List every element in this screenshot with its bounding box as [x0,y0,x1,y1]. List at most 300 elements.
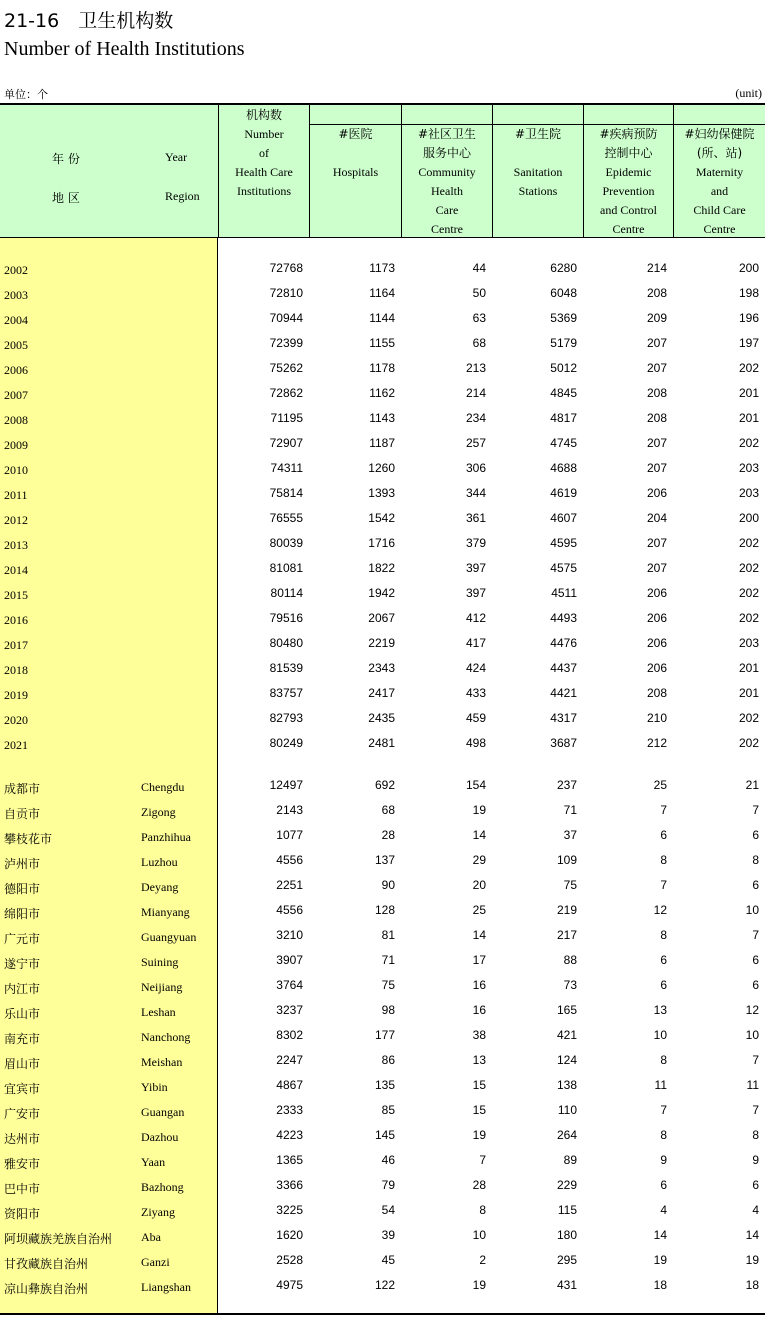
header-col-5-cn: #疾病预防 [599,127,658,141]
region-row [0,850,765,875]
table-cell: 2247 [276,1053,303,1067]
region-label: 泸州市 [4,857,41,871]
table-cell: 4607 [550,511,577,525]
table-cell: 14 [745,1228,759,1242]
header-col-3-cn: 服务中心 [422,146,471,160]
header-col-1-en: Number [244,127,284,141]
table-cell: 8 [660,928,667,942]
year-label: 2019 [4,688,28,702]
region-row [0,825,765,850]
table-cell: 154 [465,778,486,792]
table-cell: 110 [557,1103,577,1117]
table-cell: 1178 [369,361,395,375]
table-cell: 13 [472,1053,486,1067]
table-cell: 81539 [269,661,303,675]
table-cell: 200 [738,511,759,525]
region-label-en: Chengdu [141,780,185,794]
header-col-6-en: and [710,184,729,198]
table-cell: 207 [646,436,667,450]
table-cell: 2 [479,1253,486,1267]
table-cell: 201 [738,686,759,700]
table-cell: 202 [738,561,759,575]
table-cell: 4317 [550,711,577,725]
table-cell: 11 [746,1078,759,1092]
table-cell: 203 [738,636,759,650]
header-col-4-en: Sanitation [513,165,563,179]
region-label-en: Panzhihua [141,830,191,844]
region-label: 广安市 [4,1107,41,1121]
table-cell: 68 [472,336,486,350]
table-cell: 6 [660,1178,667,1192]
table-cell: 19 [745,1253,759,1267]
table-cell: 14 [653,1228,667,1242]
table-cell: 6280 [550,261,577,275]
year-label: 2015 [4,588,28,602]
year-row [0,733,765,758]
table-cell: 76555 [269,511,303,525]
year-row [0,583,765,608]
table-cell: 2417 [368,686,395,700]
table-cell: 19 [472,1278,486,1292]
region-label: 雅安市 [4,1157,41,1171]
year-row [0,658,765,683]
table-cell: 15 [472,1078,486,1092]
table-cell: 1942 [368,586,395,600]
region-label-en: Ganzi [141,1255,170,1269]
year-row [0,408,765,433]
header-col-2-cn: #医院 [338,127,373,141]
region-label-en: Liangshan [141,1280,191,1294]
region-row [0,1100,765,1125]
table-cell: 208 [646,386,667,400]
table-cell: 90 [381,878,395,892]
table-cell: 10 [653,1028,667,1042]
year-label: 2018 [4,663,28,677]
table-cell: 2219 [368,636,395,650]
table-cell: 88 [563,953,577,967]
region-label-en: Dazhou [141,1130,179,1144]
region-row [0,1025,765,1050]
table-cell: 165 [556,1003,577,1017]
table-cell: 85 [381,1103,395,1117]
table-cell: 459 [465,711,486,725]
table-cell: 7 [752,803,759,817]
header-sub-rule [309,124,765,125]
region-label-en: Ziyang [141,1205,175,1219]
header-region-cn: 地 区 [52,191,80,205]
header-col-1-cn: 机构数 [245,108,282,122]
table-cell: 15 [472,1103,486,1117]
header-col-3-en: Health [431,184,463,198]
header-col-4-cn: #卫生院 [514,127,562,141]
page-title-en: Number of Health Institutions [4,38,245,60]
table-cell: 11 [654,1078,667,1092]
region-label-en: Meishan [141,1055,183,1069]
table-cell: 4556 [276,903,303,917]
table-cell: 71195 [270,411,303,425]
region-label-en: Luzhou [141,855,178,869]
table-cell: 12 [745,1003,759,1017]
table-cell: 206 [646,636,667,650]
table-cell: 3366 [276,1178,303,1192]
table-cell: 1173 [369,261,395,275]
table-cell: 19 [653,1253,667,1267]
region-label: 成都市 [4,782,41,796]
table-cell: 203 [738,486,759,500]
table-cell: 433 [465,686,486,700]
table-cell: 213 [465,361,486,375]
year-label: 2011 [4,488,28,502]
table-cell: 75262 [269,361,303,375]
table-cell: 7 [752,1103,759,1117]
table-cell: 1144 [369,311,395,325]
table-cell: 6 [752,878,759,892]
table-cell: 75 [563,878,577,892]
table-cell: 6 [752,953,759,967]
table-cell: 71 [381,953,395,967]
table-cell: 4595 [550,536,577,550]
table-cell: 206 [646,611,667,625]
header-col-5-en: and Control [600,203,657,217]
header-col-1 [218,105,309,237]
year-label: 2014 [4,563,28,577]
table-cell: 198 [738,286,759,300]
table-cell: 196 [738,311,759,325]
region-row [0,900,765,925]
header-col-6-cn: #妇幼保健院 [684,127,755,141]
table-cell: 206 [646,661,667,675]
table-cell: 8 [660,1128,667,1142]
table-cell: 4 [752,1203,759,1217]
region-row [0,775,765,800]
header-col-1-en: Institutions [236,184,291,198]
table-cell: 37 [563,828,577,842]
table-cell: 8 [752,853,759,867]
year-label: 2006 [4,363,28,377]
year-row [0,283,765,308]
header-year-cn: 年 份 [52,152,80,166]
table-cell: 7 [660,803,667,817]
page-title-cn: 21-16 卫生机构数 [4,10,174,32]
unit-label-en: (unit) [735,86,762,100]
region-row [0,1075,765,1100]
year-row [0,258,765,283]
table-cell: 79516 [269,611,303,625]
year-row [0,533,765,558]
table-cell: 122 [374,1278,395,1292]
table-cell: 81 [381,928,395,942]
region-row [0,1050,765,1075]
table-cell: 344 [465,486,486,500]
table-cell: 2333 [276,1103,303,1117]
table-cell: 72810 [269,286,303,300]
region-label: 绵阳市 [4,907,41,921]
table-cell: 4511 [551,586,577,600]
table-cell: 206 [646,586,667,600]
table-cell: 72862 [269,386,303,400]
table-cell: 4437 [550,661,577,675]
table-cell: 46 [381,1153,395,1167]
table-cell: 79 [381,1178,395,1192]
table-cell: 44 [472,261,486,275]
year-row [0,358,765,383]
year-label: 2002 [4,263,28,277]
table-cell: 237 [556,778,577,792]
table-cell: 98 [381,1003,395,1017]
year-row [0,483,765,508]
table-cell: 201 [738,411,759,425]
header-col-5-en: Prevention [602,184,655,198]
region-label-en: Nanchong [141,1030,191,1044]
region-label: 自贡市 [4,807,41,821]
region-label: 阿坝藏族羌族自治州 [4,1232,113,1246]
table-cell: 692 [374,778,395,792]
table-cell: 5369 [550,311,577,325]
table-cell: 72768 [269,261,303,275]
table-cell: 80114 [270,586,303,600]
table-cell: 18 [653,1278,667,1292]
region-label-en: Yibin [141,1080,168,1094]
table-cell: 80249 [269,736,303,750]
table-cell: 28 [472,1178,486,1192]
table-cell: 207 [646,536,667,550]
table-cell: 207 [646,361,667,375]
region-label-en: Bazhong [141,1180,184,1194]
table-cell: 81081 [269,561,303,575]
region-row [0,1275,765,1300]
table-cell: 424 [465,661,486,675]
region-row [0,1125,765,1150]
region-row [0,975,765,1000]
table-cell: 115 [557,1203,577,1217]
table-cell: 14 [472,828,486,842]
table-cell: 8 [752,1128,759,1142]
table-cell: 3764 [276,978,303,992]
region-label-en: Deyang [141,880,179,894]
table-cell: 7 [479,1153,486,1167]
table-cell: 135 [374,1078,395,1092]
table-cell: 1164 [369,286,395,300]
table-cell: 203 [738,461,759,475]
year-label: 2012 [4,513,28,527]
table-cell: 431 [556,1278,577,1292]
table-cell: 1716 [368,536,395,550]
table-cell: 202 [738,611,759,625]
table-cell: 70944 [269,311,303,325]
table-cell: 18 [745,1278,759,1292]
region-label: 眉山市 [4,1057,41,1071]
table-cell: 4745 [550,436,577,450]
table-cell: 219 [556,903,577,917]
table-cell: 137 [374,853,395,867]
region-label: 内江市 [4,982,41,996]
year-label: 2010 [4,463,28,477]
table-cell: 397 [465,561,486,575]
region-label: 甘孜藏族自治州 [4,1257,89,1271]
table-cell: 20 [472,878,486,892]
table-cell: 421 [556,1028,577,1042]
table-cell: 72399 [269,336,303,350]
table-cell: 7 [660,878,667,892]
header-col-4-en: Stations [518,184,558,198]
table-cell: 206 [646,486,667,500]
header-col-5-cn: 控制中心 [604,146,653,160]
region-row [0,1250,765,1275]
table-cell: 498 [465,736,486,750]
header-col-1-en: Health Care [235,165,293,179]
header-col-5-en: Centre [612,222,645,236]
health-institutions-table [0,103,765,1315]
table-cell: 1143 [369,411,395,425]
table-cell: 45 [381,1253,395,1267]
table-cell: 1187 [369,436,395,450]
table-cell: 16 [472,978,486,992]
table-cell: 417 [465,636,486,650]
year-row [0,308,765,333]
table-cell: 1620 [276,1228,303,1242]
table-cell: 6 [660,828,667,842]
table-cell: 4817 [550,411,577,425]
table-cell: 2435 [368,711,395,725]
year-row [0,708,765,733]
table-cell: 10 [472,1228,486,1242]
header-col-3-en: Community [418,165,476,179]
header-col-6-en: Child Care [693,203,746,217]
year-label: 2005 [4,338,28,352]
table-cell: 6 [752,978,759,992]
table-cell: 7 [752,928,759,942]
table-cell: 6 [752,1178,759,1192]
table-cell: 8 [660,1053,667,1067]
region-label-en: Neijiang [141,980,183,994]
table-cell: 1155 [369,336,395,350]
table-cell: 202 [738,711,759,725]
table-cell: 5179 [550,336,577,350]
year-label: 2020 [4,713,28,727]
year-row [0,608,765,633]
table-cell: 83757 [269,686,303,700]
table-cell: 10 [745,1028,759,1042]
table-cell: 1393 [368,486,395,500]
table-cell: 202 [738,361,759,375]
table-cell: 4556 [276,853,303,867]
header-col-3-cn: #社区卫生 [417,127,477,141]
region-label: 凉山彝族自治州 [4,1282,89,1296]
year-row [0,508,765,533]
table-cell: 29 [472,853,486,867]
table-cell: 6 [752,828,759,842]
region-row [0,1175,765,1200]
table-cell: 207 [646,561,667,575]
table-cell: 9 [752,1153,759,1167]
table-cell: 217 [556,928,577,942]
header-col-2-en: Hospitals [332,165,379,179]
table-cell: 4975 [276,1278,303,1292]
table-cell: 3907 [276,953,303,967]
year-label: 2013 [4,538,28,552]
table-cell: 50 [472,286,486,300]
region-label-en: Mianyang [141,905,190,919]
table-cell: 71 [563,803,577,817]
table-cell: 12497 [269,778,303,792]
region-row [0,800,765,825]
table-cell: 4688 [550,461,577,475]
table-cell: 2528 [276,1253,303,1267]
table-cell: 4223 [276,1128,303,1142]
table-cell: 208 [646,686,667,700]
table-cell: 12 [653,903,667,917]
year-label: 2016 [4,613,28,627]
table-cell: 7 [752,1053,759,1067]
table-cell: 72907 [269,436,303,450]
year-label: 2004 [4,313,28,327]
table-cell: 28 [381,828,395,842]
region-row [0,925,765,950]
table-cell: 201 [738,386,759,400]
table-cell: 397 [465,586,486,600]
region-label-en: Zigong [141,805,176,819]
table-cell: 4575 [550,561,577,575]
table-cell: 13 [653,1003,667,1017]
table-cell: 145 [374,1128,395,1142]
table-cell: 8 [660,853,667,867]
region-row [0,950,765,975]
table-cell: 200 [738,261,759,275]
table-cell: 75814 [269,486,303,500]
header-col-6-en: Maternity [695,165,744,179]
table-cell: 138 [556,1078,577,1092]
table-cell: 1365 [276,1153,303,1167]
table-cell: 1162 [369,386,395,400]
table-cell: 4 [660,1203,667,1217]
header-col-1-en: of [259,146,269,160]
region-row [0,1225,765,1250]
table-cell: 124 [556,1053,577,1067]
unit-label-cn: 单位：个 [4,88,48,101]
year-row [0,558,765,583]
table-cell: 74311 [270,461,303,475]
region-label-en: Yaan [141,1155,166,1169]
region-row [0,875,765,900]
year-label: 2009 [4,438,28,452]
table-cell: 177 [374,1028,395,1042]
year-label: 2021 [4,738,28,752]
table-cell: 8 [479,1203,486,1217]
table-cell: 80039 [269,536,303,550]
table-cell: 6 [660,953,667,967]
year-row [0,433,765,458]
year-label: 2007 [4,388,28,402]
region-label: 攀枝花市 [4,832,53,846]
table-header [0,105,765,238]
table-cell: 4867 [276,1078,303,1092]
table-cell: 68 [381,803,395,817]
table-cell: 3237 [276,1003,303,1017]
table-cell: 361 [465,511,486,525]
table-cell: 229 [556,1178,577,1192]
region-row [0,1150,765,1175]
table-cell: 264 [556,1128,577,1142]
table-cell: 2251 [276,878,303,892]
header-col-6-cn: (所、站) [696,146,743,160]
table-cell: 6048 [550,286,577,300]
table-cell: 3225 [276,1203,303,1217]
region-label: 乐山市 [4,1007,41,1021]
table-cell: 214 [646,261,667,275]
table-cell: 10 [745,903,759,917]
table-cell: 208 [646,411,667,425]
table-cell: 201 [738,661,759,675]
